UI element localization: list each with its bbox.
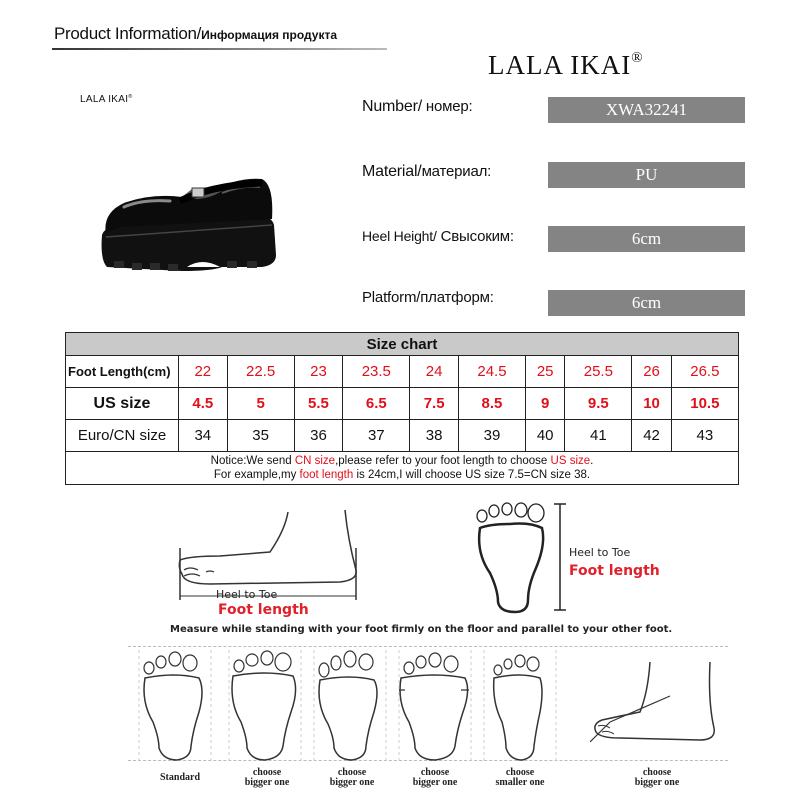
foot-length-cell: 22.5 [227,356,294,388]
foot-shape-standard [135,650,215,762]
us-size-cell: 5.5 [294,388,343,420]
foot-shape-wide-foot [395,650,475,762]
caption-line: choose [505,767,535,778]
caption-standard [135,773,225,783]
notice-line-1 [66,454,738,468]
caption-line: bigger one [412,777,458,788]
foot-length-label-2: Foot length [569,563,660,579]
size-notice [66,452,739,485]
spec-label-heel-height-en: Heel Height/ [362,228,437,244]
caption-choose-bigger-1 [222,768,312,788]
caption-choose-bigger-3 [390,768,480,788]
euro-cn-header: Euro/CN size [66,420,179,452]
caption-line: choose [252,767,282,778]
euro-cn-cell: 36 [294,420,343,452]
spec-label-number [362,98,473,116]
notice-line-2 [66,468,738,482]
foot-length-cell: 26.5 [671,356,738,388]
euro-cn-cell: 43 [671,420,738,452]
spec-label-platform-ru: платформ: [420,289,494,306]
us-size-cell: 4.5 [179,388,228,420]
caption-line: smaller one [495,777,545,788]
page-title-ru: Информация продукта [201,28,338,42]
foot-length-cell: 24.5 [458,356,525,388]
size-chart-table [65,332,739,485]
notice-highlight: foot length [299,469,354,481]
foot-length-label: Foot length [218,602,309,618]
size-chart-title: Size chart [66,333,739,356]
spec-label-number-ru: номер: [421,98,473,115]
brand-name: LALA IKAI [488,50,632,80]
euro-cn-cell: 42 [632,420,671,452]
spec-label-heel-height-ru: Свысоким: [436,228,514,245]
euro-cn-cell: 35 [227,420,294,452]
notice-text: is 24cm,I will choose US size 7.5=CN size 38. [353,469,591,481]
us-size-cell: 10 [632,388,671,420]
spec-value-number: XWA32241 [548,97,745,123]
spec-value-material: PU [548,162,745,188]
us-size-cell: 5 [227,388,294,420]
spec-label-material-ru: материал: [421,163,492,180]
us-size-cell: 7.5 [410,388,459,420]
us-size-cell: 9.5 [565,388,632,420]
spec-label-platform [362,289,494,306]
euro-cn-row [66,420,739,452]
caption-line: bigger one [634,777,680,788]
foot-length-cell: 25 [526,356,565,388]
spec-label-heel-height [362,228,514,245]
foot-length-header: Foot Length(cm) [66,356,179,388]
caption-line: choose [420,767,450,778]
notice-highlight: CN size [294,455,336,467]
registered-mark-small: ® [128,94,133,100]
caption-line: choose [642,767,672,778]
us-size-cell: 9 [526,388,565,420]
notice-highlight: US size [550,455,591,467]
foot-length-cell: 22 [179,356,228,388]
foot-length-row [66,356,739,388]
spec-label-platform-en: Platform/ [362,289,421,306]
us-size-row [66,388,739,420]
spec-label-material-en: Material/ [362,163,422,180]
euro-cn-cell: 38 [410,420,459,452]
caption-choose-bigger-4 [612,768,702,788]
foot-length-cell: 26 [632,356,671,388]
shoe-image [62,85,337,320]
notice-row [66,452,739,485]
spec-value-platform: 6cm [548,290,745,316]
notice-text: Notice:We send [210,455,295,467]
brand-name-small: LALA IKAI [80,94,129,105]
foot-sole-diagram [470,498,570,616]
foot-length-cell: 23.5 [343,356,410,388]
euro-cn-cell: 39 [458,420,525,452]
guide-grid-top [128,646,728,648]
caption-line: bigger one [329,777,375,788]
header-underline [52,48,387,50]
heel-to-toe-label-2: Heel to Toe [569,546,631,559]
caption-choose-bigger-2 [307,768,397,788]
foot-length-cell: 23 [294,356,343,388]
us-size-header: US size [66,388,179,420]
caption-line: choose [337,767,367,778]
heel-to-toe-label: Heel to Toe [216,588,278,601]
product-photo [62,85,337,320]
caption-line: Standard [159,772,200,783]
foot-length-cell: 24 [410,356,459,388]
measure-instruction: Measure while standing with your foot firmly on the floor and parallel to your other foot. [170,624,673,635]
spec-label-number-en: Number/ [362,98,422,115]
foot-shape-high-instep [590,652,730,762]
brand-logo-small [80,94,133,105]
spec-value-heel-height: 6cm [548,226,745,252]
us-size-cell: 6.5 [343,388,410,420]
foot-shape-wide-toes [225,650,305,762]
notice-text: . [590,455,594,467]
brand-logo-large [488,50,644,81]
euro-cn-cell: 40 [526,420,565,452]
spec-label-material [362,163,491,181]
notice-text: ,please refer to your foot length to choose [335,455,551,467]
euro-cn-cell: 34 [179,420,228,452]
us-size-cell: 8.5 [458,388,525,420]
foot-shape-long-toes [310,650,390,762]
foot-length-cell: 25.5 [565,356,632,388]
registered-mark: ® [631,50,644,66]
page-title-en: Product Information/ [54,24,202,43]
page-title [54,24,337,44]
euro-cn-cell: 37 [343,420,410,452]
foot-shape-narrow-foot [480,650,560,762]
size-chart-title-row [66,333,739,356]
caption-line: bigger one [244,777,290,788]
notice-text: For example,my [213,469,300,481]
euro-cn-cell: 41 [565,420,632,452]
us-size-cell: 10.5 [671,388,738,420]
caption-choose-smaller [475,768,565,788]
